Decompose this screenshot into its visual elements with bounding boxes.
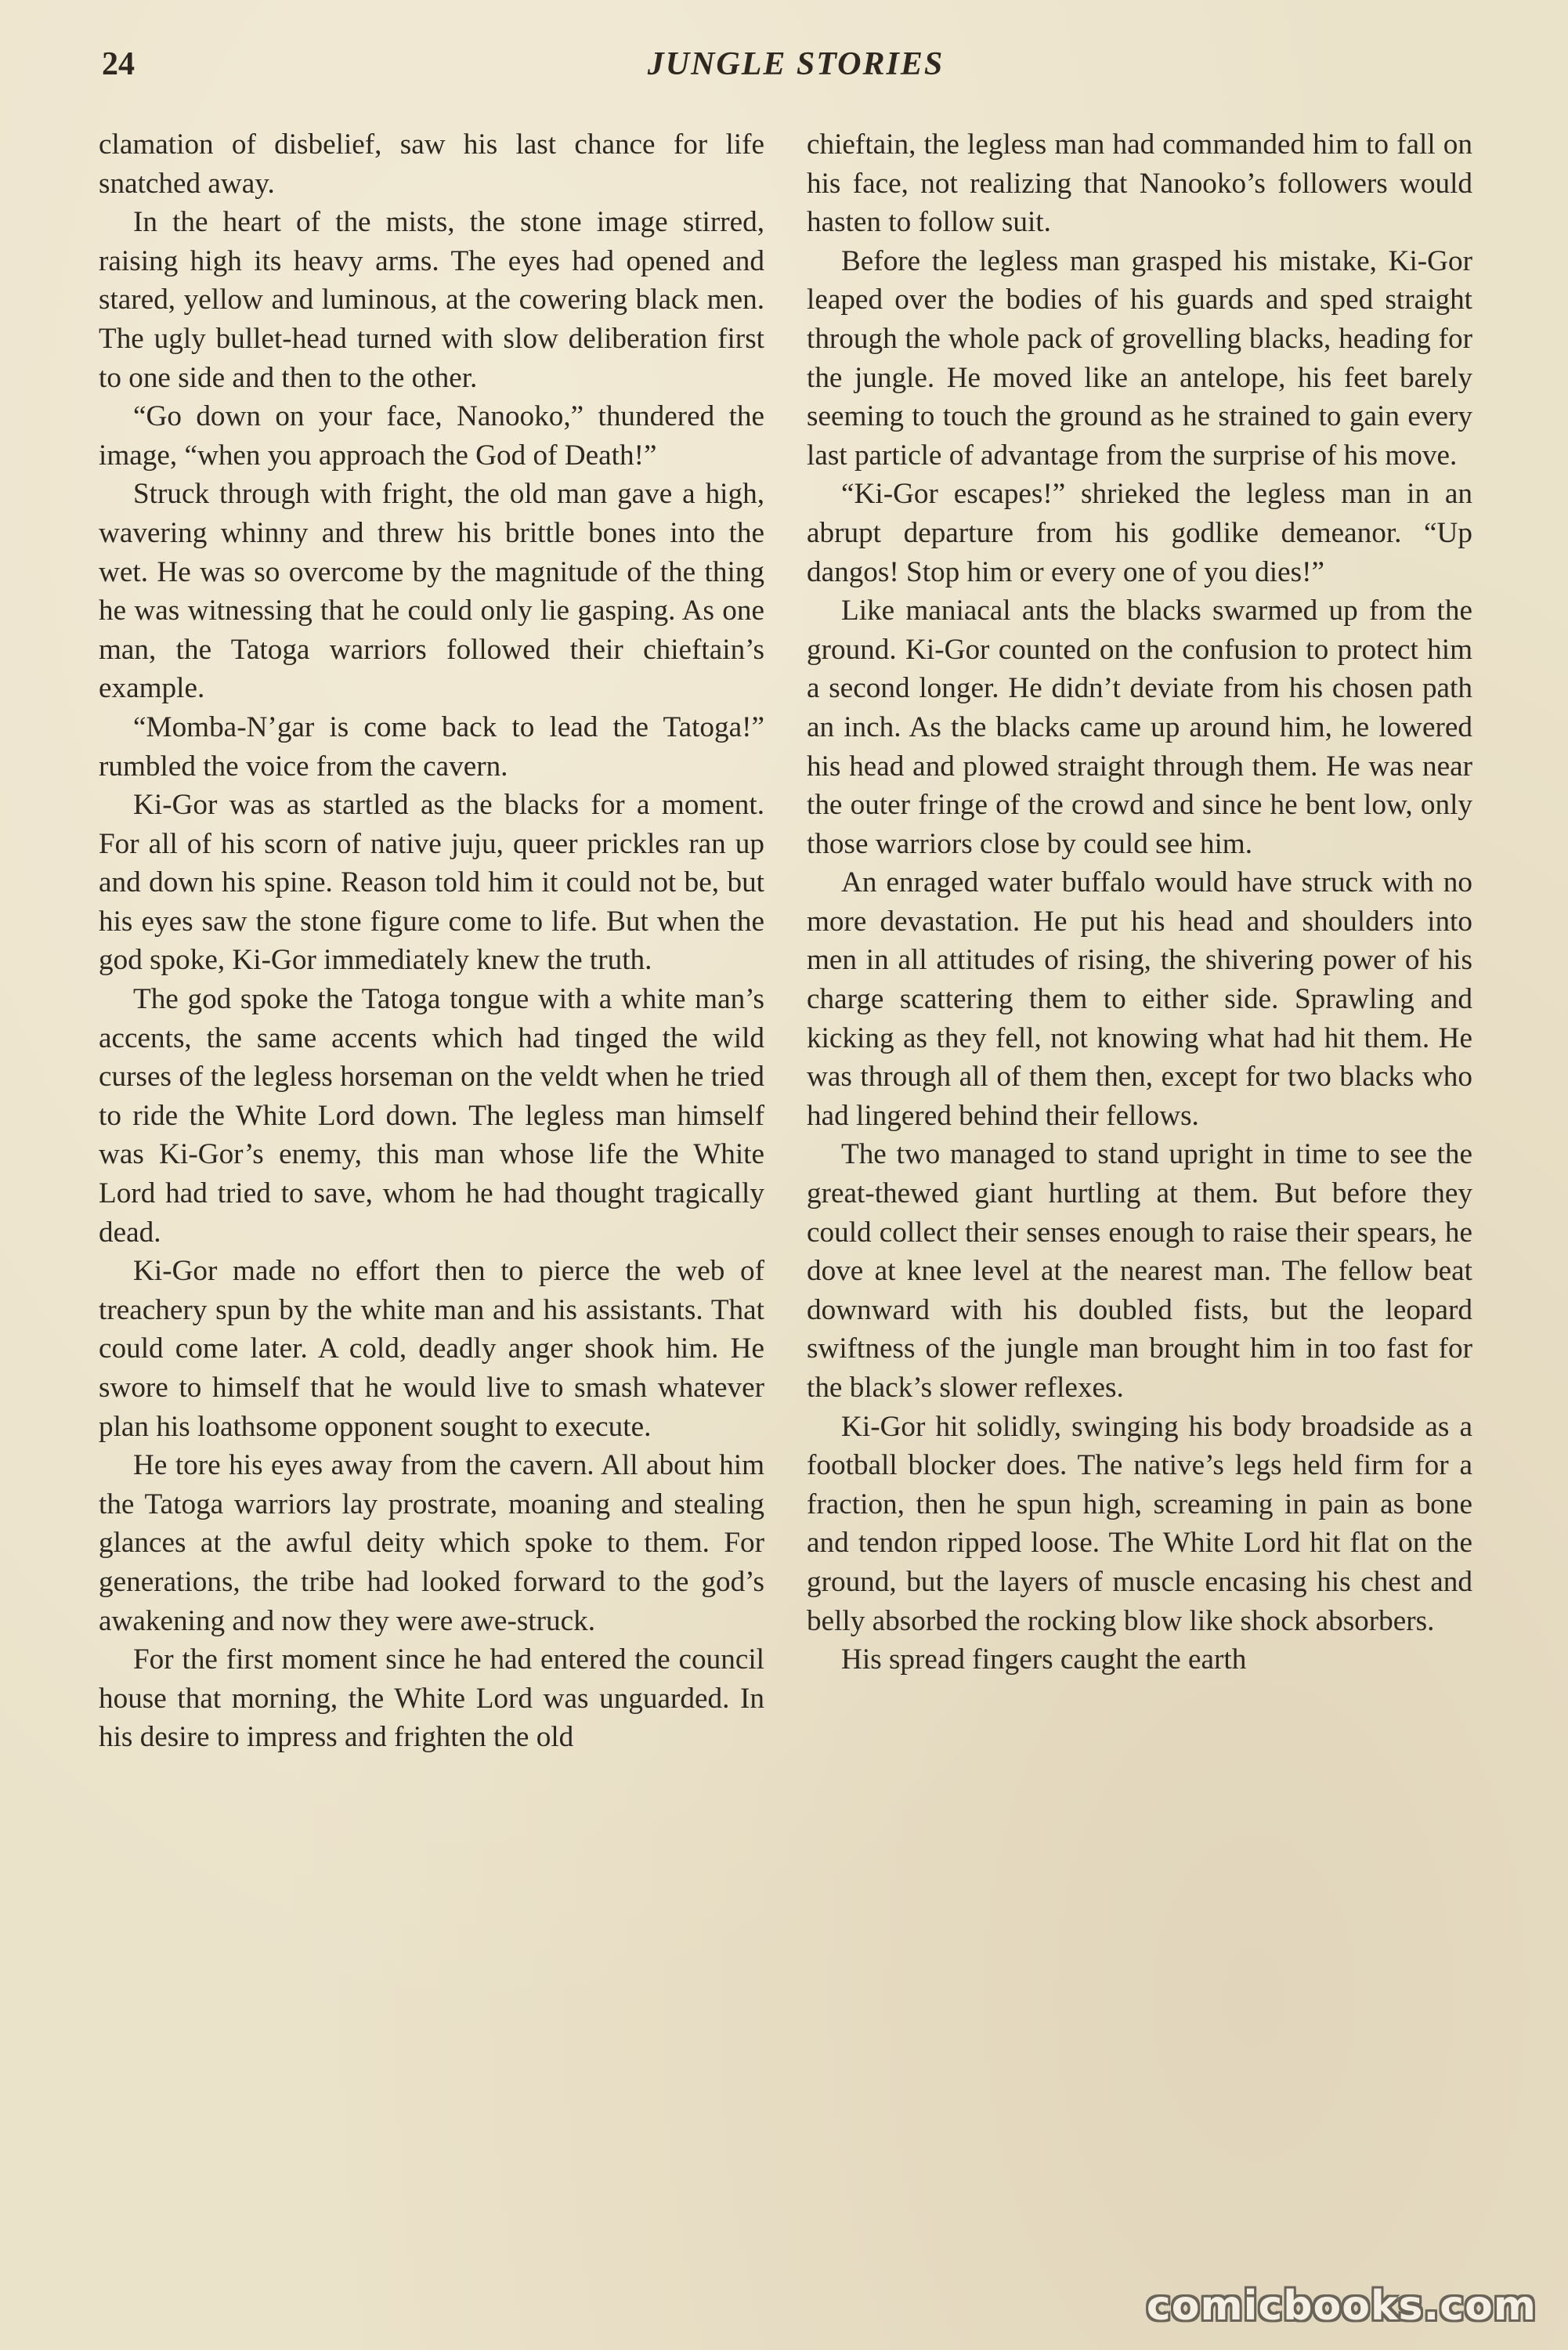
paragraph: Before the legless man grasped his mistake, Ki-Gor leaped over the bodies of his guards and sped straight through the whole pack of grovelling blacks, heading for the jungle. He moved like an antelope, his feet barely seeming to touch the ground as he strained to gain every last particle of advantage from the surprise of his move. [807,244,1472,472]
page-header [102,45,1490,92]
paragraph: clamation of disbelief, saw his last chance for life snatched away. [99,128,764,200]
paragraph: Ki-Gor made no effort then to pierce the web of treachery spun by the white man and his assistants. That could come later. A cold, deadly anger shook him. He swore to himself that he would live to smash whatever plan his loathsome opponent sought to execute. [99,1255,764,1443]
left-column [99,125,764,1757]
paragraph: “Momba-N’gar is come back to lead the Tatoga!” rumbled the voice from the cavern. [99,710,764,783]
paragraph: In the heart of the mists, the stone image stirred, raising high its heavy arms. The eyes had opened and stared, yellow and luminous, at the cowering black men. The ugly bullet-head turned with slow deliberation first to one side and then to the other. [99,206,764,394]
paragraph: For the first moment since he had entered the council house that morning, the White Lord was unguarded. In his desire to impress and frighten the old [99,1643,764,1754]
paragraph: “Ki-Gor escapes!” shrieked the legless man in an abrupt departure from his godlike demeanor. “Up dangos! Stop him or every one of you dies!” [807,478,1472,588]
paragraph: Like maniacal ants the blacks swarmed up from the ground. Ki-Gor counted on the confusion to protect him a second longer. He didn’t deviate from his chosen path an inch. As the blacks came up around him, he lowered his head and plowed straight through them. He was near the outer fringe of the crowd and since he bent low, only those warriors close by could see him. [807,595,1472,860]
paragraph: Ki-Gor was as startled as the blacks for a moment. For all of his scorn of native juju, queer prickles ran up and down his spine. Reason told him it could not be, but his eyes saw the stone figure come to life. But when the god spoke, Ki-Gor immediately knew the truth. [99,789,764,977]
running-title: JUNGLE STORIES [647,46,945,82]
paragraph: His spread fingers caught the earth [841,1643,1247,1676]
paragraph: The god spoke the Tatoga tongue with a white man’s accents, the same accents which had tinged the wild curses of the legless horseman on the veldt when he tried to ride the White Lord down. The legless man himself was Ki-Gor’s enemy, this man whose life the White Lord had tried to save, whom he had thought tragically dead. [99,983,764,1249]
paragraph: The two managed to stand upright in time to see the great-thewed giant hurtling at them. But before they could collect their senses enough to raise their spears, he dove at knee level at the nearest man. The fellow beat downward with his doubled fists, but the leopard swiftness of the jungle man brought him in too fast for the black’s slower reflexes. [807,1138,1472,1404]
watermark-logo: comicbooks.com [1146,2283,1537,2330]
right-column [807,125,1472,1679]
page-number: 24 [102,46,135,82]
paragraph: “Go down on your face, Nanooko,” thundered the image, “when you approach the God of Death!” [99,400,764,472]
paragraph: chieftain, the legless man had commanded him to fall on his face, not realizing that Nanooko’s followers would hasten to follow suit. [807,128,1472,239]
paragraph: An enraged water buffalo would have struck with no more devastation. He put his head and shoulders into men in all attitudes of rising, the shivering power of his charge scattering them to either side. Sprawling and kicking as they fell, not knowing what had hit them. He was through all of them then, except for two blacks who had lingered behind their fellows. [807,866,1472,1132]
paragraph: Struck through with fright, the old man gave a high, wavering whinny and threw his brittle bones into the wet. He was so overcome by the magnitude of the thing he was witnessing that he could only lie gasping. As one man, the Tatoga warriors followed their chieftain’s example. [99,478,764,705]
paragraph: He tore his eyes away from the cavern. All about him the Tatoga warriors lay prostrate, moaning and stealing glances at the awful deity which spoke to them. For generations, the tribe had looked forward to the god’s awakening and now they were awe-struck. [99,1449,764,1637]
paragraph: Ki-Gor hit solidly, swinging his body broadside as a football blocker does. The native’s legs held firm for a fraction, then he spun high, screaming in pain as bone and tendon ripped loose. The White Lord hit flat on the ground, but the layers of muscle encasing his chest and belly absorbed the rocking blow like shock absorbers. [807,1410,1472,1637]
